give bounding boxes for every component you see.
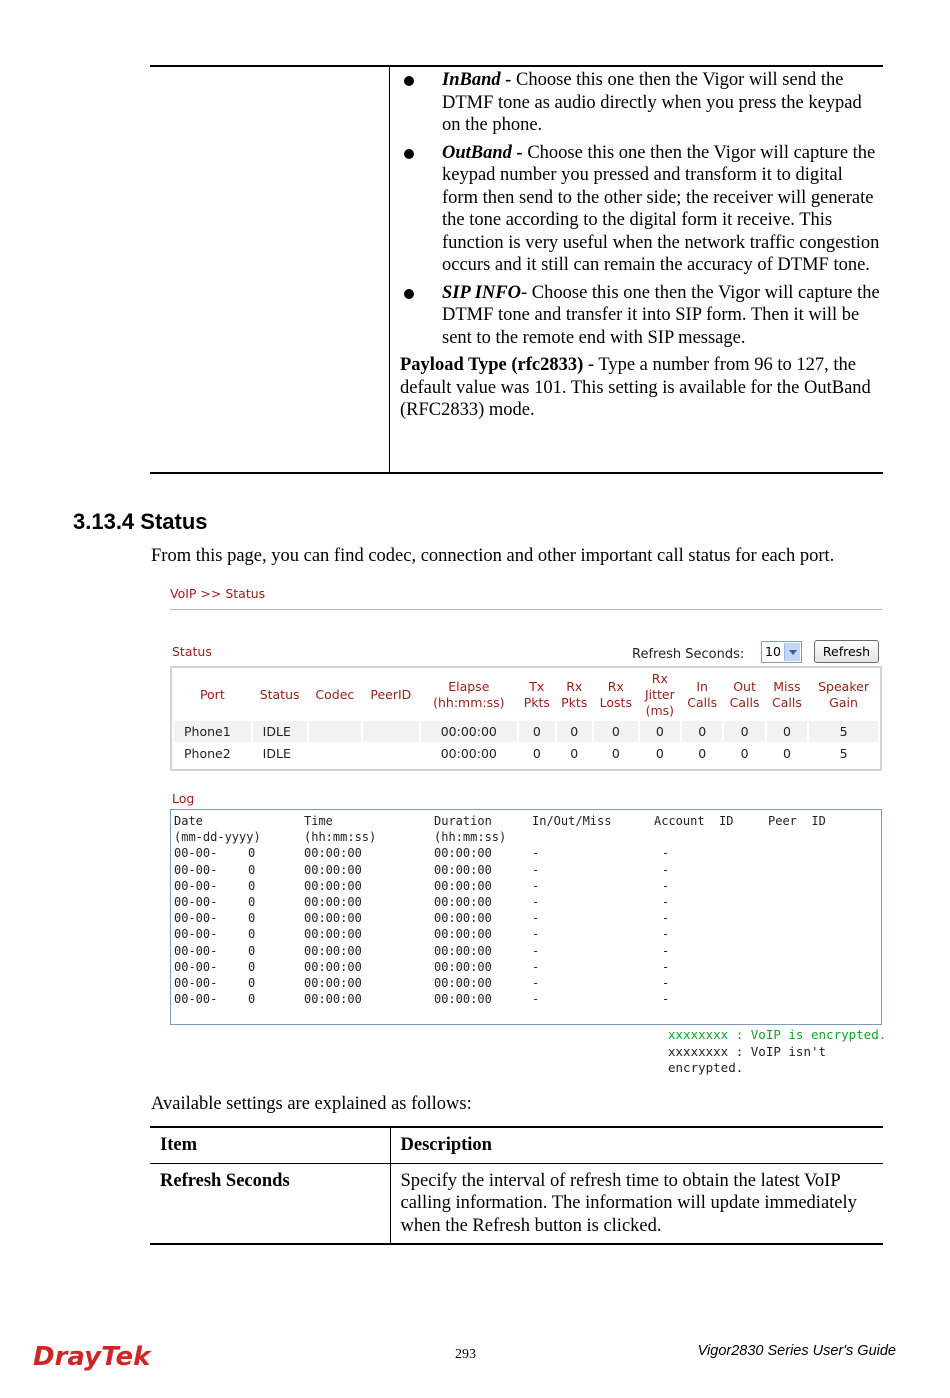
divider — [170, 609, 882, 610]
table-row — [174, 721, 878, 742]
bullet-dot-icon — [404, 76, 414, 86]
column-header-line: (ms) — [645, 702, 675, 718]
column-header-line: Miss — [773, 678, 801, 694]
status-section-title: Status — [172, 644, 212, 659]
log-cell: 00:00:00 — [434, 992, 492, 1007]
chevron-down-icon[interactable] — [784, 643, 800, 661]
column-header-line: Rx — [566, 678, 583, 694]
log-cell: 00:00:00 — [434, 959, 492, 974]
log-cell: 00-00- — [174, 976, 218, 990]
log-section-title: Log — [172, 791, 195, 806]
log-cell: 00:00:00 — [304, 959, 362, 974]
section-heading: 3.13.4 Status — [73, 509, 208, 534]
legend-not-encrypted: xxxxxxxx : VoIP isn't — [668, 1043, 827, 1059]
log-cell: 00:00:00 — [434, 927, 492, 942]
table-cell: 0 — [557, 743, 592, 764]
section-intro: From this page, you can find codec, connection and other important call status for each port. — [151, 546, 835, 566]
log-line — [174, 911, 874, 927]
payload-type-paragraph: Payload Type (rfc2833) - Type a number from 96 to 127, the default value was 101. This setting is available for the OutBand (RFC2833) mode. — [400, 355, 871, 420]
status-column-header — [594, 669, 638, 720]
column-header-line: (hh:mm:ss) — [433, 694, 505, 710]
log-header-cell: Account ID — [654, 814, 734, 828]
bullet-outband: OutBand - Choose this one then the Vigor will capture the keypad number you pressed and transform it to digital form then send to the other side; the receiver will generate the tone according to the digital form it receive. This function is very useful when the network traffic congestion occurs and it still can remain the accuracy of DTMF tone. — [400, 142, 880, 277]
settings-intro: Available settings are explained as follows: — [151, 1094, 472, 1114]
column-header-line: Tx — [529, 678, 545, 694]
log-cell: - — [662, 911, 670, 926]
log-header-cell: (hh:mm:ss) — [434, 830, 507, 845]
settings-table — [150, 1126, 883, 1245]
log-cell: - — [532, 895, 540, 909]
table-cell: IDLE — [253, 721, 307, 742]
log-cell: - — [532, 943, 540, 958]
header-item: Item — [150, 1127, 390, 1163]
log-cell: 00-00- — [174, 992, 218, 1007]
log-cell: - — [662, 846, 670, 861]
log-line — [174, 992, 874, 1008]
log-cell: 00-00- — [174, 878, 218, 893]
column-header-line: Codec — [315, 686, 355, 702]
settings-table-header-row — [150, 1127, 883, 1163]
table-cell — [363, 743, 418, 764]
status-column-header — [174, 669, 251, 720]
column-header-line: Calls — [729, 694, 760, 710]
table-cell: 0 — [640, 721, 680, 742]
log-cell: - — [662, 862, 670, 877]
log-textarea[interactable] — [170, 809, 882, 1025]
table-cell: 00:00:00 — [421, 743, 518, 764]
table-cell — [309, 743, 362, 764]
table-cell: 0 — [767, 721, 807, 742]
log-header-cell: Date — [174, 814, 203, 828]
bullet-dot-icon — [404, 149, 414, 159]
log-cell: 00:00:00 — [304, 992, 362, 1007]
log-cell: 00-00- — [174, 895, 218, 909]
log-cell: - — [662, 959, 670, 974]
table-cell: Phone1 — [174, 721, 251, 742]
log-cell: 00:00:00 — [434, 846, 492, 861]
logo-text: DrayTek — [33, 1342, 151, 1372]
log-header-cell: Peer ID — [768, 814, 826, 828]
log-line — [174, 927, 874, 943]
status-column-header — [519, 669, 554, 720]
log-header-cell: In/Out/Miss — [532, 814, 612, 828]
log-cell: - — [532, 927, 540, 942]
column-header-line: Speaker — [818, 678, 869, 694]
log-cell: - — [662, 976, 670, 990]
log-cell: 00-00- — [174, 846, 218, 861]
log-line — [174, 846, 874, 862]
log-cell: 0 — [248, 895, 256, 909]
table-column-divider — [389, 67, 390, 472]
table-cell: 0 — [682, 721, 722, 742]
log-cell: 00:00:00 — [304, 878, 362, 893]
log-cell: 00:00:00 — [434, 943, 492, 958]
log-cell: 0 — [248, 976, 256, 990]
guide-title: Vigor2830 Series User's Guide — [697, 1343, 896, 1359]
column-header-line: In — [696, 678, 708, 694]
status-table — [172, 668, 880, 765]
log-header-cell: Duration — [434, 814, 492, 828]
log-line — [174, 944, 874, 960]
log-cell: 00-00- — [174, 862, 218, 877]
table-cell: IDLE — [253, 743, 307, 764]
log-cell: 00:00:00 — [434, 878, 492, 893]
table-cell: Phone2 — [174, 743, 251, 764]
bullet-sip-info: SIP INFO- Choose this one then the Vigor will capture the DTMF tone and transfer it into SIP form. Then it will be sent to the remote end with SIP message. — [400, 282, 880, 350]
log-header-cell: (mm-dd-yyyy) — [174, 830, 261, 845]
log-cell: 00:00:00 — [304, 911, 362, 926]
column-header-line: Calls — [687, 694, 718, 710]
log-cell: 0 — [248, 878, 256, 893]
column-header-line: PeerID — [370, 686, 412, 702]
log-cell: 00:00:00 — [304, 862, 362, 877]
log-cell: 0 — [248, 927, 256, 942]
log-cell: 0 — [248, 862, 256, 877]
status-column-header — [724, 669, 764, 720]
column-header-line: Jitter — [644, 686, 675, 702]
table-cell: 0 — [519, 721, 554, 742]
column-header-line: Losts — [599, 694, 632, 710]
column-header-line: Status — [259, 686, 300, 702]
log-cell: 0 — [248, 992, 256, 1007]
refresh-button[interactable]: Refresh — [814, 640, 879, 663]
log-cell: - — [662, 943, 670, 958]
status-column-header — [253, 669, 307, 720]
table-cell — [363, 721, 418, 742]
log-line — [174, 863, 874, 879]
log-cell: 00:00:00 — [304, 895, 362, 909]
draytek-logo — [33, 1338, 159, 1372]
status-column-header — [767, 669, 807, 720]
status-column-header — [363, 669, 418, 720]
column-header-line: Gain — [829, 694, 858, 710]
status-column-header — [309, 669, 362, 720]
column-header-line: Calls — [771, 694, 802, 710]
setting-description: Specify the interval of refresh time to obtain the latest VoIP calling information. The information will update immediately when the Refresh button is clicked. — [400, 1170, 857, 1236]
table-row — [174, 743, 878, 764]
column-header-line: Out — [733, 678, 756, 694]
log-cell: 00:00:00 — [434, 895, 492, 909]
table-cell: 0 — [594, 743, 638, 764]
log-cell: 00:00:00 — [304, 927, 362, 942]
log-cell: 00-00- — [174, 927, 218, 942]
bullet-inband: InBand - Choose this one then the Vigor will send the DTMF tone as audio directly when you press the keypad on the phone. — [400, 69, 880, 137]
table-cell: 0 — [767, 743, 807, 764]
encryption-legend — [668, 1027, 886, 1077]
log-cell: 0 — [248, 959, 256, 974]
log-cell: 0 — [248, 943, 256, 958]
log-cell: - — [532, 862, 540, 877]
log-cell: 00-00- — [174, 959, 218, 974]
log-header-cell: (hh:mm:ss) — [304, 830, 377, 845]
log-line — [174, 960, 874, 976]
log-cell: 0 — [248, 911, 256, 926]
table-cell: 0 — [557, 721, 592, 742]
status-column-header — [809, 669, 878, 720]
log-cell: 00:00:00 — [304, 976, 362, 990]
parameter-description — [400, 69, 880, 422]
log-cell: 00:00:00 — [434, 862, 492, 877]
column-header-line: Pkts — [561, 694, 588, 710]
column-header-line: Elapse — [448, 678, 490, 694]
breadcrumb: VoIP >> Status — [170, 586, 266, 601]
log-cell: - — [532, 846, 540, 861]
log-line — [174, 976, 874, 992]
status-column-header — [640, 669, 680, 720]
log-cell: 00-00- — [174, 911, 218, 926]
log-cell: - — [532, 959, 540, 974]
table-cell: 0 — [594, 721, 638, 742]
status-column-header — [421, 669, 518, 720]
log-header-line — [174, 814, 874, 830]
column-header-line: Port — [199, 686, 225, 702]
parameter-table-continuation — [150, 65, 883, 474]
column-header-line: Pkts — [523, 694, 550, 710]
column-header-line: Rx — [607, 678, 624, 694]
log-cell: - — [662, 992, 670, 1007]
table-cell: 5 — [809, 743, 878, 764]
table-cell: 0 — [682, 743, 722, 764]
header-description: Description — [400, 1135, 492, 1155]
setting-item: Refresh Seconds — [150, 1163, 390, 1244]
log-header-cell: Time — [304, 814, 333, 828]
status-column-header — [682, 669, 722, 720]
status-column-header — [557, 669, 592, 720]
column-header-line: Rx — [651, 670, 668, 686]
log-cell: 00:00:00 — [304, 943, 362, 958]
log-line — [174, 895, 874, 911]
table-cell: 00:00:00 — [421, 721, 518, 742]
refresh-seconds-select[interactable] — [761, 641, 802, 663]
log-cell: 00-00- — [174, 943, 218, 958]
status-table-header-row — [174, 669, 878, 720]
table-cell: 0 — [519, 743, 554, 764]
log-cell: 00:00:00 — [304, 846, 362, 861]
log-cell: - — [532, 976, 540, 990]
status-table-body — [174, 721, 878, 764]
log-header-line — [174, 830, 874, 846]
table-cell: 0 — [640, 743, 680, 764]
log-cell: 00:00:00 — [434, 911, 492, 926]
table-cell: 0 — [724, 743, 764, 764]
table-row — [150, 1163, 883, 1244]
refresh-seconds-label: Refresh Seconds: — [632, 647, 745, 662]
page-number: 293 — [455, 1347, 476, 1362]
log-cell: - — [662, 927, 670, 942]
log-cell: - — [662, 895, 670, 909]
table-cell: 5 — [809, 721, 878, 742]
log-cell: - — [662, 878, 670, 893]
refresh-seconds-value: 10 — [765, 644, 781, 659]
table-cell — [309, 721, 362, 742]
log-cell: - — [532, 878, 540, 893]
log-cell: - — [532, 992, 540, 1007]
log-cell: 0 — [248, 846, 256, 861]
status-table-frame — [170, 666, 882, 771]
log-line — [174, 879, 874, 895]
legend-encrypted: xxxxxxxx : VoIP is encrypted. — [668, 1027, 887, 1042]
legend-not-encrypted-continued: encrypted. — [668, 1060, 744, 1075]
bullet-dot-icon — [404, 289, 414, 299]
table-cell: 0 — [724, 721, 764, 742]
log-cell: - — [532, 911, 540, 926]
log-cell: 00:00:00 — [434, 976, 492, 990]
